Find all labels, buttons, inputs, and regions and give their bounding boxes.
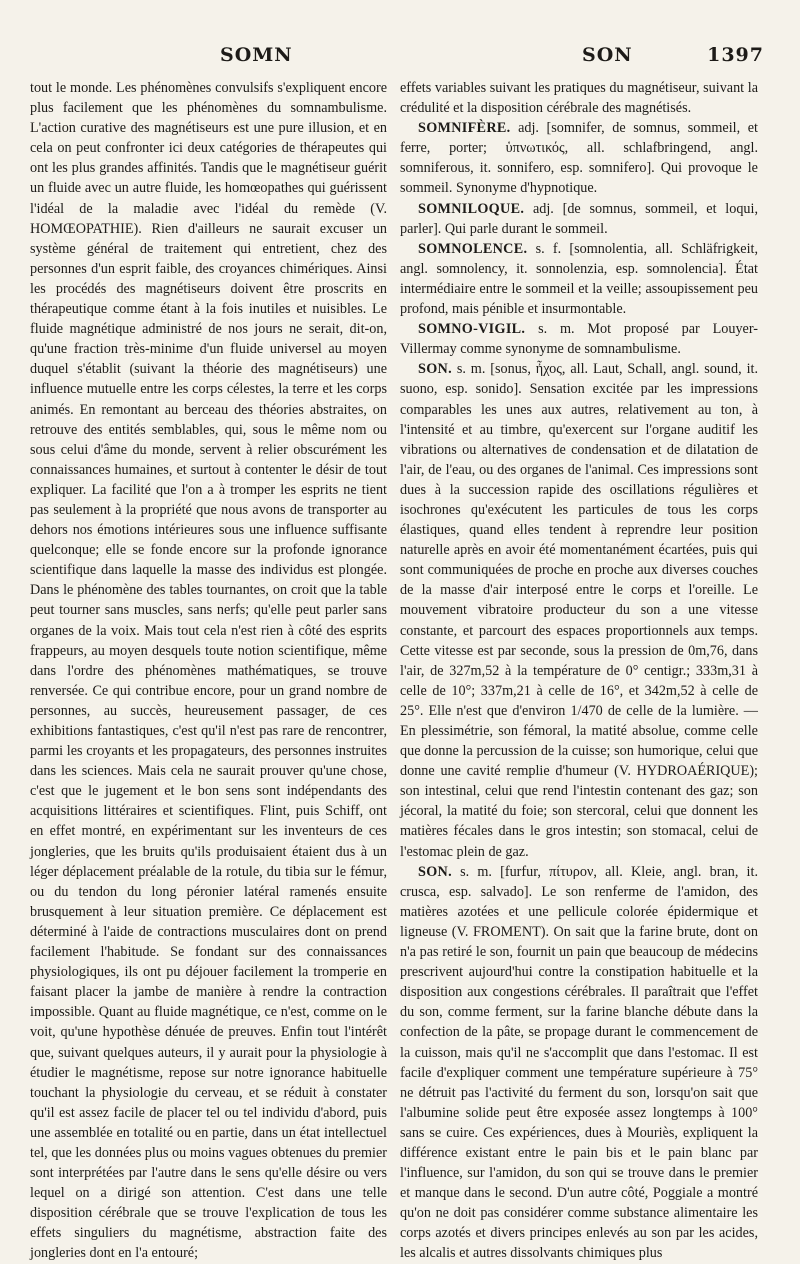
entry-body: s. m. [sonus, ἦχος, all. Laut, Schall, angl. sound, it. suono, esp. sonido]. Sensation excitée par les impressions comparables les unes aux autres, relativement au ton, à l'intensité et au timbre, qu'exercent sur l'organe auditif les vibrations ou alternatives de condensation et de dilatation de l'air, de l'eau, ou des organes de l'animal. Ces impressions sont dues à la succession rapide des oscillations régulières et isochrones qu'exécutent les particules de tous les corps élastiques, quand elles tendent à reprendre leur position naturelle après en avoir été momentanément écartées, puis qui sont communiquées de proche en proche aux diverses couches de la masse d'air interposé entre le corps et l'oreille. Le mouvement vibratoire producteur du son a une vitesse constante, et parcourt des espaces proportionnels aux temps. Cette vitesse est par seconde, sous la pression de 0m,76, dans l'air, de 327m,52 à la température de 0° centigr.; 333m,31 à celle de 10°; 337m,21 à celle de 16°, et 342m,52 à celle de 25°. Elle n'est que d'environ 1/470 de celle de la lumière. — En plessimétrie, son fémoral, la matité absolue, comme celle que donne la percussion de la cuisse; son humorique, celui que donne une cavité remplie d'humeur (V. HYDROAÉRIQUE); son intestinal, celui que rend l'intestin contenant des gaz; son jécoral, la matité du foie; son stercoral, celui que donnent les matières fécales dans le gros intestin; son stomacal, celui de l'estomac plein de gaz. [400, 361, 758, 860]
page-number: 1397 [707, 44, 764, 66]
entry-son-sound [400, 359, 758, 861]
entry-body: adj. [de somnus, sommeil, et loqui, parler]. Qui parle durant le sommeil. [400, 200, 759, 237]
entry-somnifere [400, 118, 758, 198]
entry-somniloque [400, 199, 758, 239]
running-head-left: SOMN [220, 44, 293, 66]
running-head-right: SON [582, 44, 633, 66]
entry-headword: SOMNILOQUE. [418, 200, 525, 217]
entry-headword: SOMNOLENCE. [418, 240, 528, 257]
entry-headword: SOMNIFÈRE. [418, 120, 511, 137]
entry-body: s. f. [somnolentia, all. Schläfrigkeit, angl. somnolency, it. sonnolenzia, esp. somnolencia]. État intermédiaire entre le sommeil et la veille; assoupissement peu profond, mais pénible et insurmontable. [400, 240, 759, 318]
entry-somno-vigil [400, 319, 758, 359]
left-column [30, 78, 387, 1262]
page-header [22, 44, 764, 72]
entry-son-bran [400, 862, 758, 1264]
entry-headword: SOMNO-VIGIL. [418, 321, 526, 338]
entry-body: s. m. Mot proposé par Louyer-Villermay comme synonyme de somnambulisme. [400, 321, 759, 358]
left-column-text: tout le monde. Les phénomènes convulsifs s'expliquent encore plus facilement que les phénomènes du somnambulisme. L'action curative des magnétiseurs est une pure illusion, et en cela on peut confronter ici deux catégories de thérapeutes qui ont les plus grandes affinités. Tandis que le magnétiseur guérit un fluide avec un autre fluide, les homœopathes qui guérissent l'idéal de la maladie avec l'idéal du remède (V. HOMŒOPATHIE). Rien d'ailleurs ne saurait excuser un système général de traitement qui entretient, chez des personnes d'un esprit faible, des croyances chimériques. Ainsi les procédés des magnétiseurs doivent être proscrits en thérapeutique comme étant à la fois inutiles et nuisibles. Le fluide magnétique administré de nos jours ne serait, dit-on, qu'une fraction très-minime d'un fluide universel au moyen duquel s'établit (suivant la théorie des magnétiseurs) une influence mutuelle entre les corps célestes, la terre et les corps animés. En remontant au berceau des théories abstraites, on retrouve des entités semblables, qui, sous le même nom ou sous celui d'âme du monde, servent à relier obscurément les connaissances humaines, et surtout à contenter le désir de tout expliquer. La facilité que l'on a à tromper les esprits ne tient pas seulement à la propriété que nous avons de transporter au dehors nos émotions intérieures sous une influence suffisante quelconque; elle se fonde encore sur la profonde ignorance scientifique dans laquelle la masse des individus est plongée. Dans le phénomène des tables tournantes, on croit que la table peut tourner sans muscles, sans nerfs; qu'elle peut parler sans organes de la voix. Mais tout cela n'est rien à côté des esprits frappeurs, au moyen desquels toute notion scientifique, même dans l'ordre des phénomènes mathématiques, se trouve renversée. Ce qui contribue encore, pour un grand nombre de personnes, au succès, heureusement passager, de ces exhibitions fantastiques, c'est qu'il n'est pas rare de rencontrer, parmi les croyants et les propagateurs, des personnes instruites dans les sciences. Mais cela ne saurait prouver qu'une chose, c'est que le jugement et le bon sens sont indépendants des acquisitions littéraires et scientifiques. Flint, puis Schiff, ont en effet montré, en expérimentant sur les inventeurs de ces jongleries, que les bruits qu'ils produisaient étaient dus à un léger déplacement préalable de la rotule, du tibia sur le fémur, ou du tendon du long péronier latéral ramenés ensuite brusquement à leur situation première. Ce déplacement est déterminé à l'aide de contractions musculaires dont on prend facilement l'habitude. Se fondant sur des connaissances physiologiques, ils ont pu déjouer facilement la tromperie en faisant placer la jambe de manière à rendre la contraction impossible. Quant au fluide magnétique, ce n'est, comme on le voit, qu'une hypothèse dénuée de preuves. Enfin tout l'intérêt que, suivant quelques auteurs, il y aurait pour la physiologie à étudier le magnétisme, repose sur notre ignorance habituelle touchant la physiologie du cerveau, et se réduit à constater qu'il est assez facile de placer tel ou tel individu d'abord, puis une assemblée en totalité ou en partie, dans un état intellectuel tel, que les données plus ou moins vagues obtenues du premier sont interprétées par l'autre dans le sens qu'elle désire ou vers lequel on a dirigé son attention. C'est dans une telle disposition cérébrale que se trouve l'explication de tous les effets singuliers du magnétisme, abstraction faite des jongleries dont en l'a entouré; [30, 80, 387, 1262]
entry-body: adj. [somnifer, de somnus, sommeil, et ferre, porter; ὑπνωτικός, all. schlafbringend, angl. somniferous, it. sonnifero, esp. somnifero]. Qui provoque le sommeil. Synonyme d'hypnotique. [400, 120, 758, 197]
entry-headword: SON. [418, 863, 452, 880]
entry-somnolence [400, 239, 758, 319]
entry-body: s. m. [furfur, πίτυρον, all. Kleie, angl. bran, it. crusca, esp. salvado]. Le son renferme de l'amidon, des matières azotées et une pellicule colorée épidermique et ligneuse (V. FROMENT). On sait que la farine brute, dont on n'a pas retiré le son, fournit un pain que beaucoup de médecins prescrivent aujourd'hui contre la constipation habituelle et la disposition aux congestions cérébrales. Il paraîtrait que l'effet du son, comme ferment, sur la farine blanche débute dans la confection de la pâte, se propage durant le commencement de la cuisson, mais qu'il ne s'accomplit que dans l'estomac. Il est facile d'expliquer comment une température supérieure à 75° ne détruit pas l'activité du ferment du son, lorsqu'on sait que l'albumine solide peut être exposée assez longtemps à 100° sans se cuire. Ces expériences, dues à Mouriès, expliquent la différence existant entre le pain bis et le pain blanc par l'influence, sur l'amidon, du son qui se trouve dans le premier et manque dans le second. D'un autre côté, Poggiale a montré qu'on ne doit pas considérer comme substance alimentaire les corps azotés et divers principes enlevés au son par les acides, les alcalis et autres dissolvants chimiques plus [400, 863, 758, 1262]
right-column [400, 78, 759, 1262]
entry-headword: SON. [418, 361, 452, 378]
right-column-intro: effets variables suivant les pratiques du magnétiseur, suivant la crédulité et la disposition cérébrale des magnétisés. [400, 80, 758, 117]
